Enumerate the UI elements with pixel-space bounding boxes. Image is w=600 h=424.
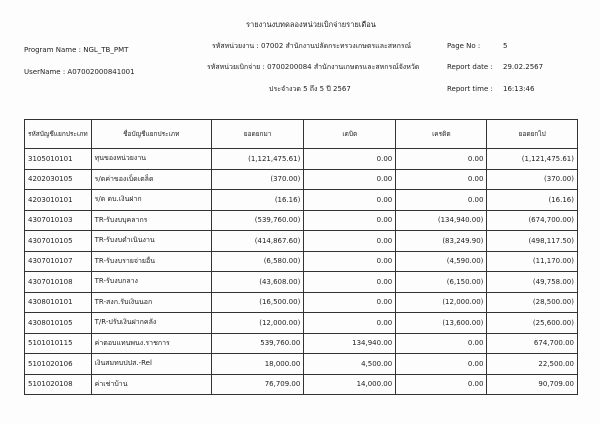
cell-account-name: TR-รับงบดำเนินงาน — [91, 231, 211, 252]
cell-debit: 0.00 — [304, 251, 396, 272]
cell-closing-balance: (16.16) — [487, 190, 578, 211]
cell-account-name: ร/ดค่าของเบ็ดเตล็ด — [91, 169, 211, 190]
trial-balance-table — [24, 119, 578, 395]
cell-closing-balance: 22,500.00 — [487, 354, 578, 375]
cell-closing-balance: (11,170.00) — [487, 251, 578, 272]
cell-opening-balance: (1,121,475.61) — [211, 149, 303, 170]
table-row — [25, 251, 578, 272]
cell-opening-balance: (6,580.00) — [211, 251, 303, 272]
col-header-debit: เดบิต — [304, 120, 396, 149]
cell-account-code: 3105010101 — [25, 149, 92, 170]
report-date-label: Report date : — [447, 63, 493, 71]
cell-credit: (6,150.00) — [396, 272, 487, 293]
cell-account-name: ค่าเช่าบ้าน — [91, 374, 211, 395]
cell-debit: 134,940.00 — [304, 333, 396, 354]
cell-account-name: TR-สงก.รับเงินนอก — [91, 292, 211, 313]
col-header-account-code: รหัสบัญชีแยกประเภท — [25, 120, 92, 149]
cell-debit: 14,000.00 — [304, 374, 396, 395]
table-row — [25, 231, 578, 252]
cell-account-code: 4307010103 — [25, 210, 92, 231]
program-name: Program Name : NGL_TB_PMT — [24, 46, 129, 54]
cell-debit: 0.00 — [304, 272, 396, 293]
cell-account-code: 5101020106 — [25, 354, 92, 375]
cell-closing-balance: (498,117.50) — [487, 231, 578, 252]
cell-opening-balance: (16,500.00) — [211, 292, 303, 313]
cell-credit: 0.00 — [396, 374, 487, 395]
cell-account-name: TR-รับงบรายจ่ายอื่น — [91, 251, 211, 272]
cell-debit: 0.00 — [304, 231, 396, 252]
cell-account-name: ทุนของหน่วยงาน — [91, 149, 211, 170]
page-no-label: Page No : — [447, 42, 481, 50]
disbursing-unit: รหัสหน่วยเบิกจ่าย : 0700200084 สำนักงานเกษตรและสหกรณ์จังหวัด — [207, 63, 420, 71]
cell-debit: 0.00 — [304, 190, 396, 211]
cell-closing-balance: 90,709.00 — [487, 374, 578, 395]
report-time-value: 16:13:46 — [503, 85, 535, 93]
table-row — [25, 169, 578, 190]
cell-debit: 0.00 — [304, 210, 396, 231]
cell-account-code: 4308010105 — [25, 313, 92, 334]
cell-credit: (83,249.90) — [396, 231, 487, 252]
cell-opening-balance: (16.16) — [211, 190, 303, 211]
cell-credit: (4,590.00) — [396, 251, 487, 272]
cell-account-name: เงินสมทบปปส.-Rel — [91, 354, 211, 375]
cell-closing-balance: (49,758.00) — [487, 272, 578, 293]
cell-debit: 0.00 — [304, 313, 396, 334]
cell-closing-balance: (25,600.00) — [487, 313, 578, 334]
col-header-credit: เครดิต — [396, 120, 487, 149]
cell-debit: 0.00 — [304, 292, 396, 313]
cell-account-name: TR-รับงบกลาง — [91, 272, 211, 293]
cell-opening-balance: (414,867.60) — [211, 231, 303, 252]
agency-code: รหัสหน่วยงาน : 07002 สำนักงานปลัดกระทรวงเกษตรและสหกรณ์ — [212, 42, 412, 50]
report-time-label: Report time : — [447, 85, 493, 93]
report-period: ประจำงวด 5 ถึง 5 ปี 2567 — [269, 85, 351, 93]
table-row — [25, 374, 578, 395]
cell-credit: (13,600.00) — [396, 313, 487, 334]
table-row — [25, 292, 578, 313]
col-header-closing-balance: ยอดยกไป — [487, 120, 578, 149]
cell-debit: 0.00 — [304, 149, 396, 170]
cell-closing-balance: (674,700.00) — [487, 210, 578, 231]
cell-closing-balance: 674,700.00 — [487, 333, 578, 354]
cell-opening-balance: (12,000.00) — [211, 313, 303, 334]
table-row — [25, 272, 578, 293]
cell-account-name: ร/ด ดบ.เงินฝาก — [91, 190, 211, 211]
report-date-value: 29.02.2567 — [503, 63, 544, 71]
cell-credit: 0.00 — [396, 149, 487, 170]
table-row — [25, 210, 578, 231]
cell-opening-balance: 539,760.00 — [211, 333, 303, 354]
user-name: UserName : A07002000841001 — [24, 68, 135, 76]
cell-account-code: 5101010115 — [25, 333, 92, 354]
cell-debit: 0.00 — [304, 169, 396, 190]
report-title: รายงานงบทดลองหน่วยเบิกจ่ายรายเดือน — [246, 20, 376, 29]
col-header-opening-balance: ยอดยกมา — [211, 120, 303, 149]
cell-credit: 0.00 — [396, 333, 487, 354]
cell-closing-balance: (28,500.00) — [487, 292, 578, 313]
cell-account-code: 4307010105 — [25, 231, 92, 252]
cell-credit: (134,940.00) — [396, 210, 487, 231]
table-row — [25, 149, 578, 170]
table-row — [25, 354, 578, 375]
cell-closing-balance: (1,121,475.61) — [487, 149, 578, 170]
cell-credit: (12,000.00) — [396, 292, 487, 313]
cell-account-name: ค่าตอบแทนพนง.ราชการ — [91, 333, 211, 354]
cell-debit: 4,500.00 — [304, 354, 396, 375]
cell-credit: 0.00 — [396, 169, 487, 190]
cell-credit: 0.00 — [396, 190, 487, 211]
col-header-account-name: ชื่อบัญชีแยกประเภท — [91, 120, 211, 149]
cell-account-name: T/R-ปรับเงินฝากคลัง — [91, 313, 211, 334]
cell-opening-balance: 18,000.00 — [211, 354, 303, 375]
table-row — [25, 333, 578, 354]
cell-opening-balance: 76,709.00 — [211, 374, 303, 395]
cell-account-code: 4202030105 — [25, 169, 92, 190]
cell-credit: 0.00 — [396, 354, 487, 375]
cell-account-code: 5101020108 — [25, 374, 92, 395]
table-header-row — [25, 120, 578, 149]
cell-account-code: 4203010101 — [25, 190, 92, 211]
cell-account-name: TR-รับงบบุคลากร — [91, 210, 211, 231]
cell-opening-balance: (43,608.00) — [211, 272, 303, 293]
cell-account-code: 4308010101 — [25, 292, 92, 313]
cell-opening-balance: (370.00) — [211, 169, 303, 190]
cell-opening-balance: (539,760.00) — [211, 210, 303, 231]
cell-account-code: 4307010107 — [25, 251, 92, 272]
page-no-value: 5 — [503, 42, 508, 50]
table-row — [25, 313, 578, 334]
table-row — [25, 190, 578, 211]
cell-account-code: 4307010108 — [25, 272, 92, 293]
cell-closing-balance: (370.00) — [487, 169, 578, 190]
